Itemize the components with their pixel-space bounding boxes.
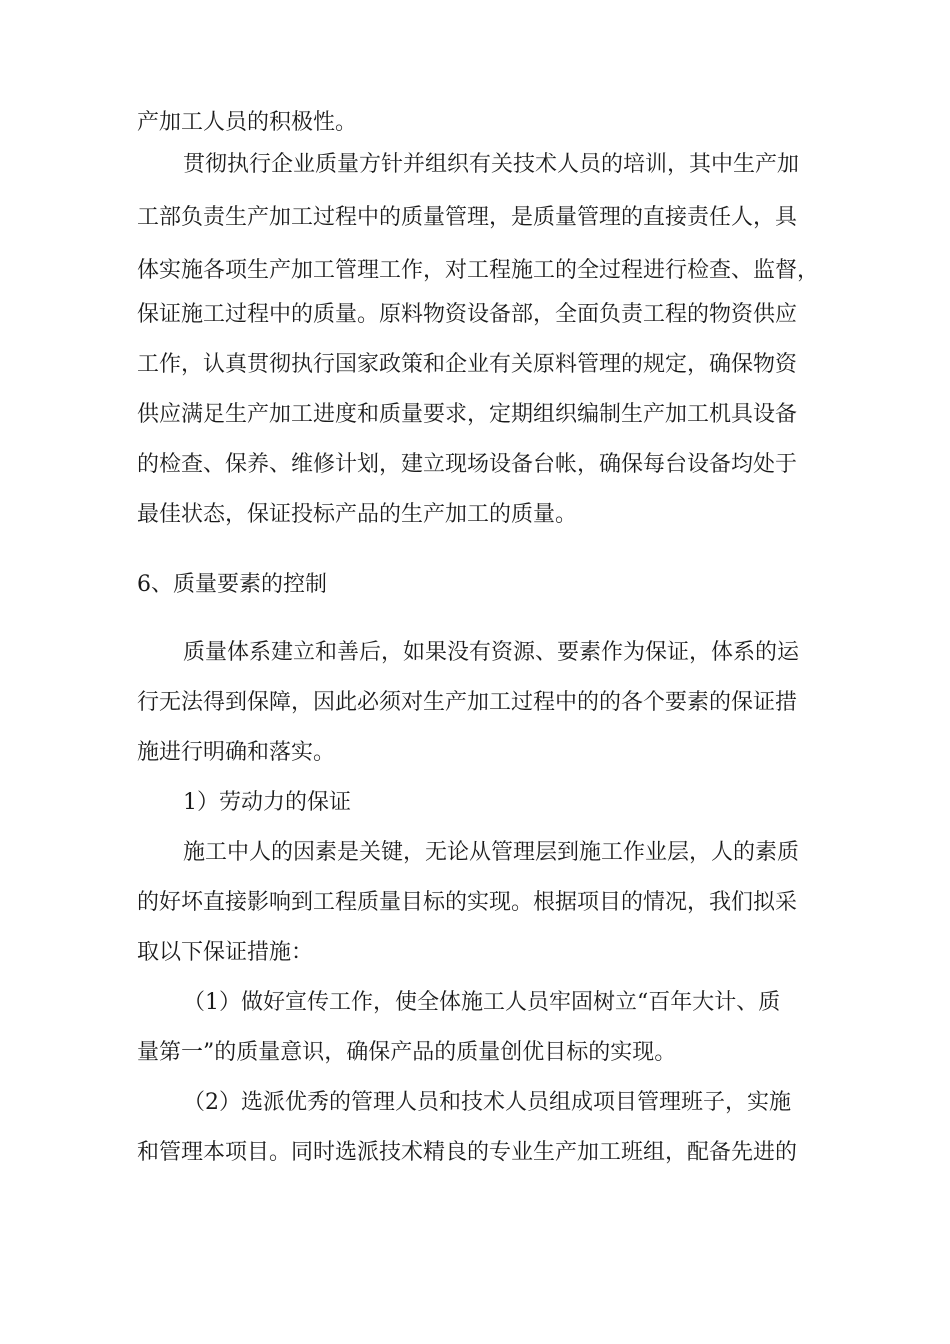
text-line: 最佳状态，保证投标产品的生产加工的质量。 (137, 502, 578, 527)
text-line: 工作，认真贯彻执行国家政策和企业有关原料管理的规定，确保物资 (137, 352, 798, 377)
paragraph-first-line: 贯彻执行企业质量方针并组织有关技术人员的培训，其中生产加 (183, 152, 800, 177)
text-line: 体实施各项生产加工管理工作，对工程施工的全过程进行检查、监督， (137, 258, 820, 283)
text-line: 和管理本项目。同时选派技术精良的专业生产加工班组，配备先进的 (137, 1140, 798, 1165)
text-line: 供应满足生产加工进度和质量要求，定期组织编制生产加工机具设备 (137, 402, 798, 427)
paragraph-first-line: 质量体系建立和善后，如果没有资源、要素作为保证，体系的运 (183, 640, 800, 665)
text-line: 产加工人员的积极性。 (137, 110, 358, 135)
text-line: 取以下保证措施： (137, 940, 314, 965)
paragraph-first-line: 施工中人的因素是关键，无论从管理层到施工作业层，人的素质 (183, 840, 800, 865)
text-line: 的好坏直接影响到工程质量目标的实现。根据项目的情况，我们拟采 (137, 890, 798, 915)
text-line: 行无法得到保障，因此必须对生产加工过程中的的各个要素的保证措 (137, 690, 798, 715)
subsection-heading: 1）劳动力的保证 (183, 790, 351, 815)
text-line: 工部负责生产加工过程中的质量管理，是质量管理的直接责任人，具 (137, 205, 798, 230)
text-line: 量第一”的质量意识，确保产品的质量创优目标的实现。 (137, 1040, 677, 1065)
text-line: 的检查、保养、维修计划，建立现场设备台帐，确保每台设备均处于 (137, 452, 798, 477)
section-heading: 6、质量要素的控制 (137, 572, 327, 597)
list-item-first-line: （1）做好宣传工作，使全体施工人员牢固树立“百年大计、质 (183, 990, 781, 1015)
list-item-first-line: （2）选派优秀的管理人员和技术人员组成项目管理班子，实施 (183, 1090, 791, 1115)
text-line: 施进行明确和落实。 (137, 740, 336, 765)
text-line: 保证施工过程中的质量。原料物资设备部，全面负责工程的物资供应 (137, 302, 798, 327)
